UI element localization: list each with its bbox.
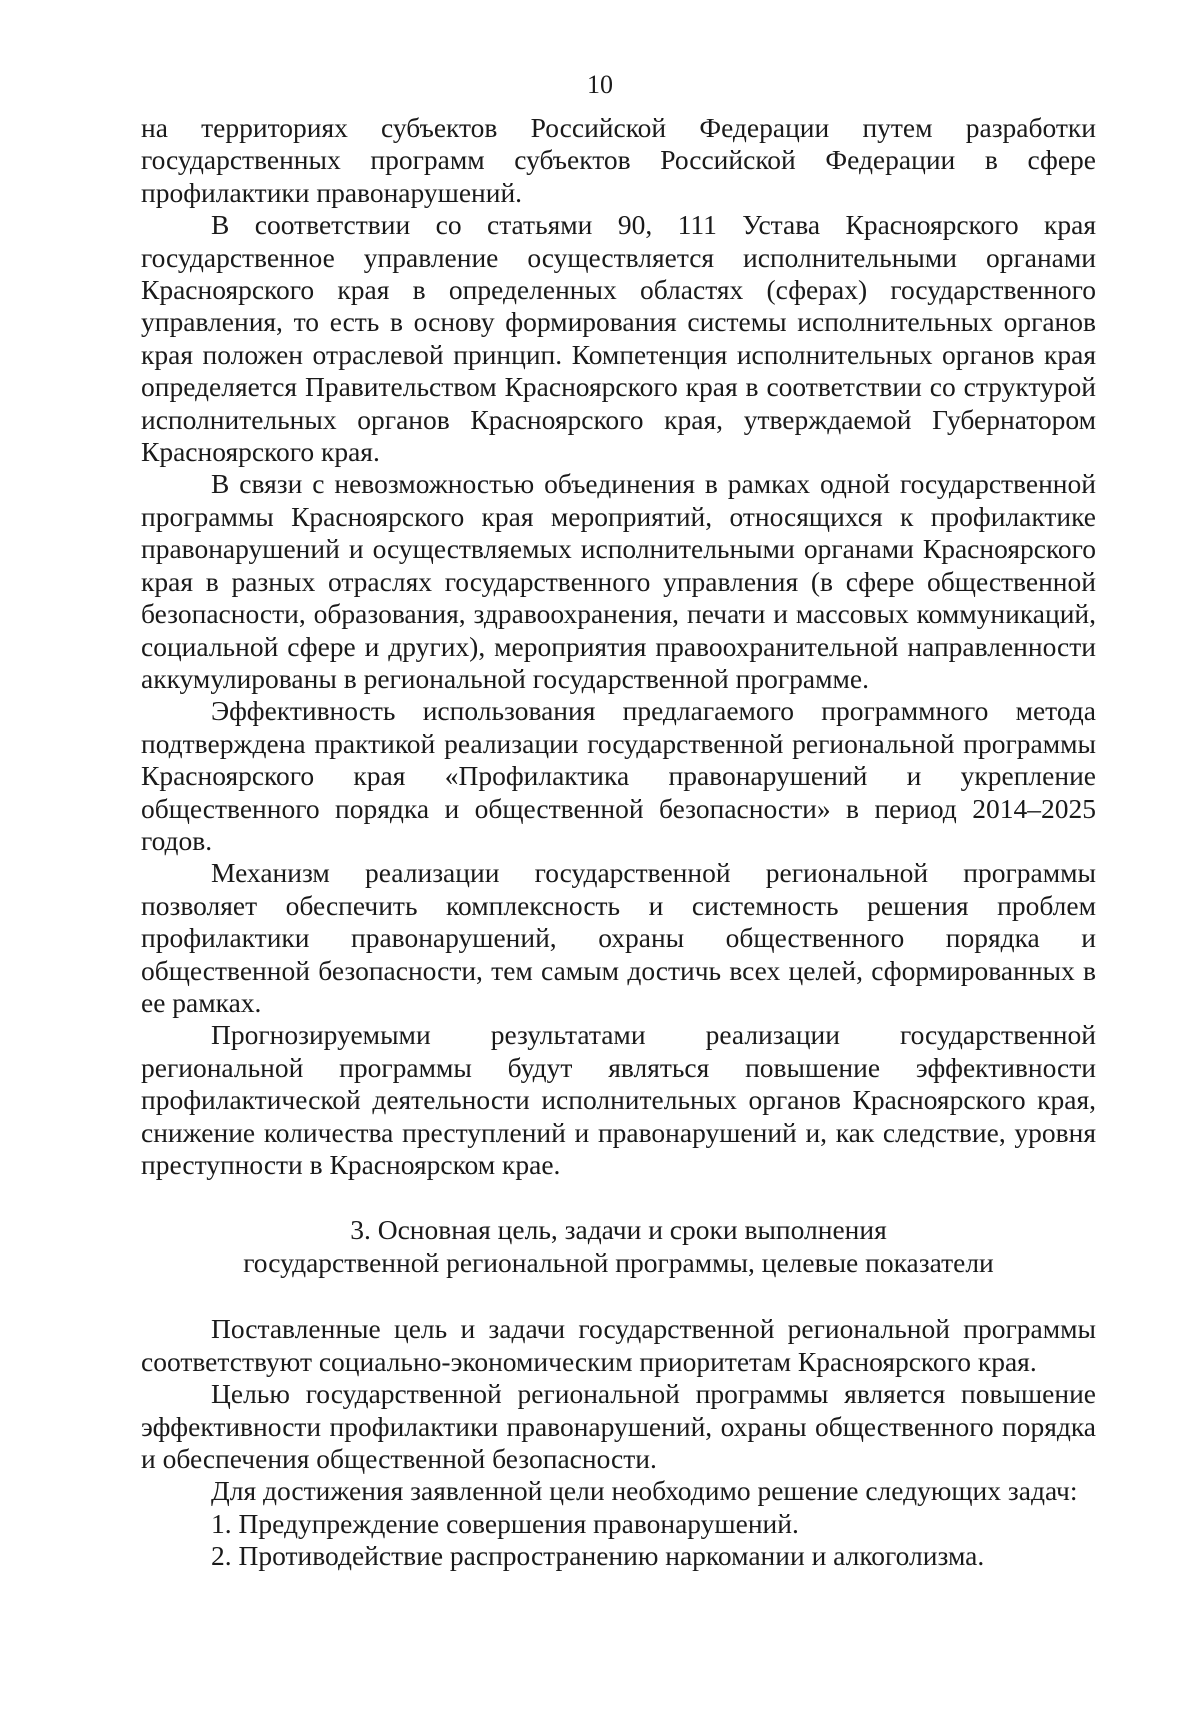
paragraph-program-goal: Целью государственной региональной программы является повышение эффективности профилактики правонарушений, охраны общественного порядка и обеспечения общественной безопасности. — [141, 1378, 1096, 1475]
paragraph-charter-articles: В соответствии со статьями 90, 111 Устава Красноярского края государственное управление осуществляется исполнительными органами Красноярского края в определенных областях (сферах) государственного управления, то есть в основу формирования системы исполнительных органов края положен отраслевой принцип. Компетенция исполнительных органов края определяется Правительством Красноярского края в соответствии со структурой исполнительных органов Красноярского края, утверждаемой Губернатором Красноярского края. — [141, 209, 1096, 468]
section-heading-line-2: государственной региональной программы, целевые показатели — [243, 1247, 994, 1279]
paragraph-continuation: на территориях субъектов Российской Федерации путем разработки государственных программ субъектов Российской Федерации в сфере профилактики правонарушений. — [141, 112, 1096, 208]
task-list-item: 1. Предупреждение совершения правонарушений. — [211, 1507, 799, 1539]
page-number: 10 — [587, 70, 613, 99]
section-heading — [141, 1213, 1096, 1279]
paragraph-expected-results: Прогнозируемыми результатами реализации государственной региональной программы будут являться повышение эффективности профилактической деятельности исполнительных органов Красноярского края, снижение количества преступлений и правонарушений и, как следствие, уровня преступности в Красноярском крае. — [141, 1019, 1096, 1180]
document-body — [141, 112, 1096, 1573]
paragraph-impossibility-of-merging: В связи с невозможностью объединения в рамках одной государственной программы Красноярского края мероприятий, относящихся к профилактике правонарушений и осуществляемых исполнительными органами Красноярского края в разных отраслях государственного управления (в сфере общественной безопасности, образования, здравоохранения, печати и массовых коммуникаций, социальной сфере и других), мероприятия правоохранительной направленности аккумулированы в региональной государственной программе. — [141, 468, 1096, 694]
task-list-item: 2. Противодействие распространению наркомании и алкоголизма. — [211, 1540, 985, 1572]
section-heading-line-1: 3. Основная цель, задачи и сроки выполнения — [350, 1214, 887, 1246]
paragraph-efficiency: Эффективность использования предлагаемого программного метода подтверждена практикой реализации государственной региональной программы Красноярского края «Профилактика правонарушений и укрепление общественного порядка и общественной безопасности» в период 2014–2025 годов. — [141, 695, 1096, 856]
paragraph-tasks-intro: Для достижения заявленной цели необходимо решение следующих задач: — [211, 1475, 1078, 1507]
paragraph-mechanism: Механизм реализации государственной региональной программы позволяет обеспечить комплексность и системность решения проблем профилактики правонарушений, охраны общественного порядка и общественной безопасности, тем самым достичь всех целей, сформированных в ее рамках. — [141, 857, 1096, 1018]
paragraph-goals-correspond: Поставленные цель и задачи государственной региональной программы соответствуют социально-экономическим приоритетам Красноярского края. — [141, 1313, 1096, 1377]
